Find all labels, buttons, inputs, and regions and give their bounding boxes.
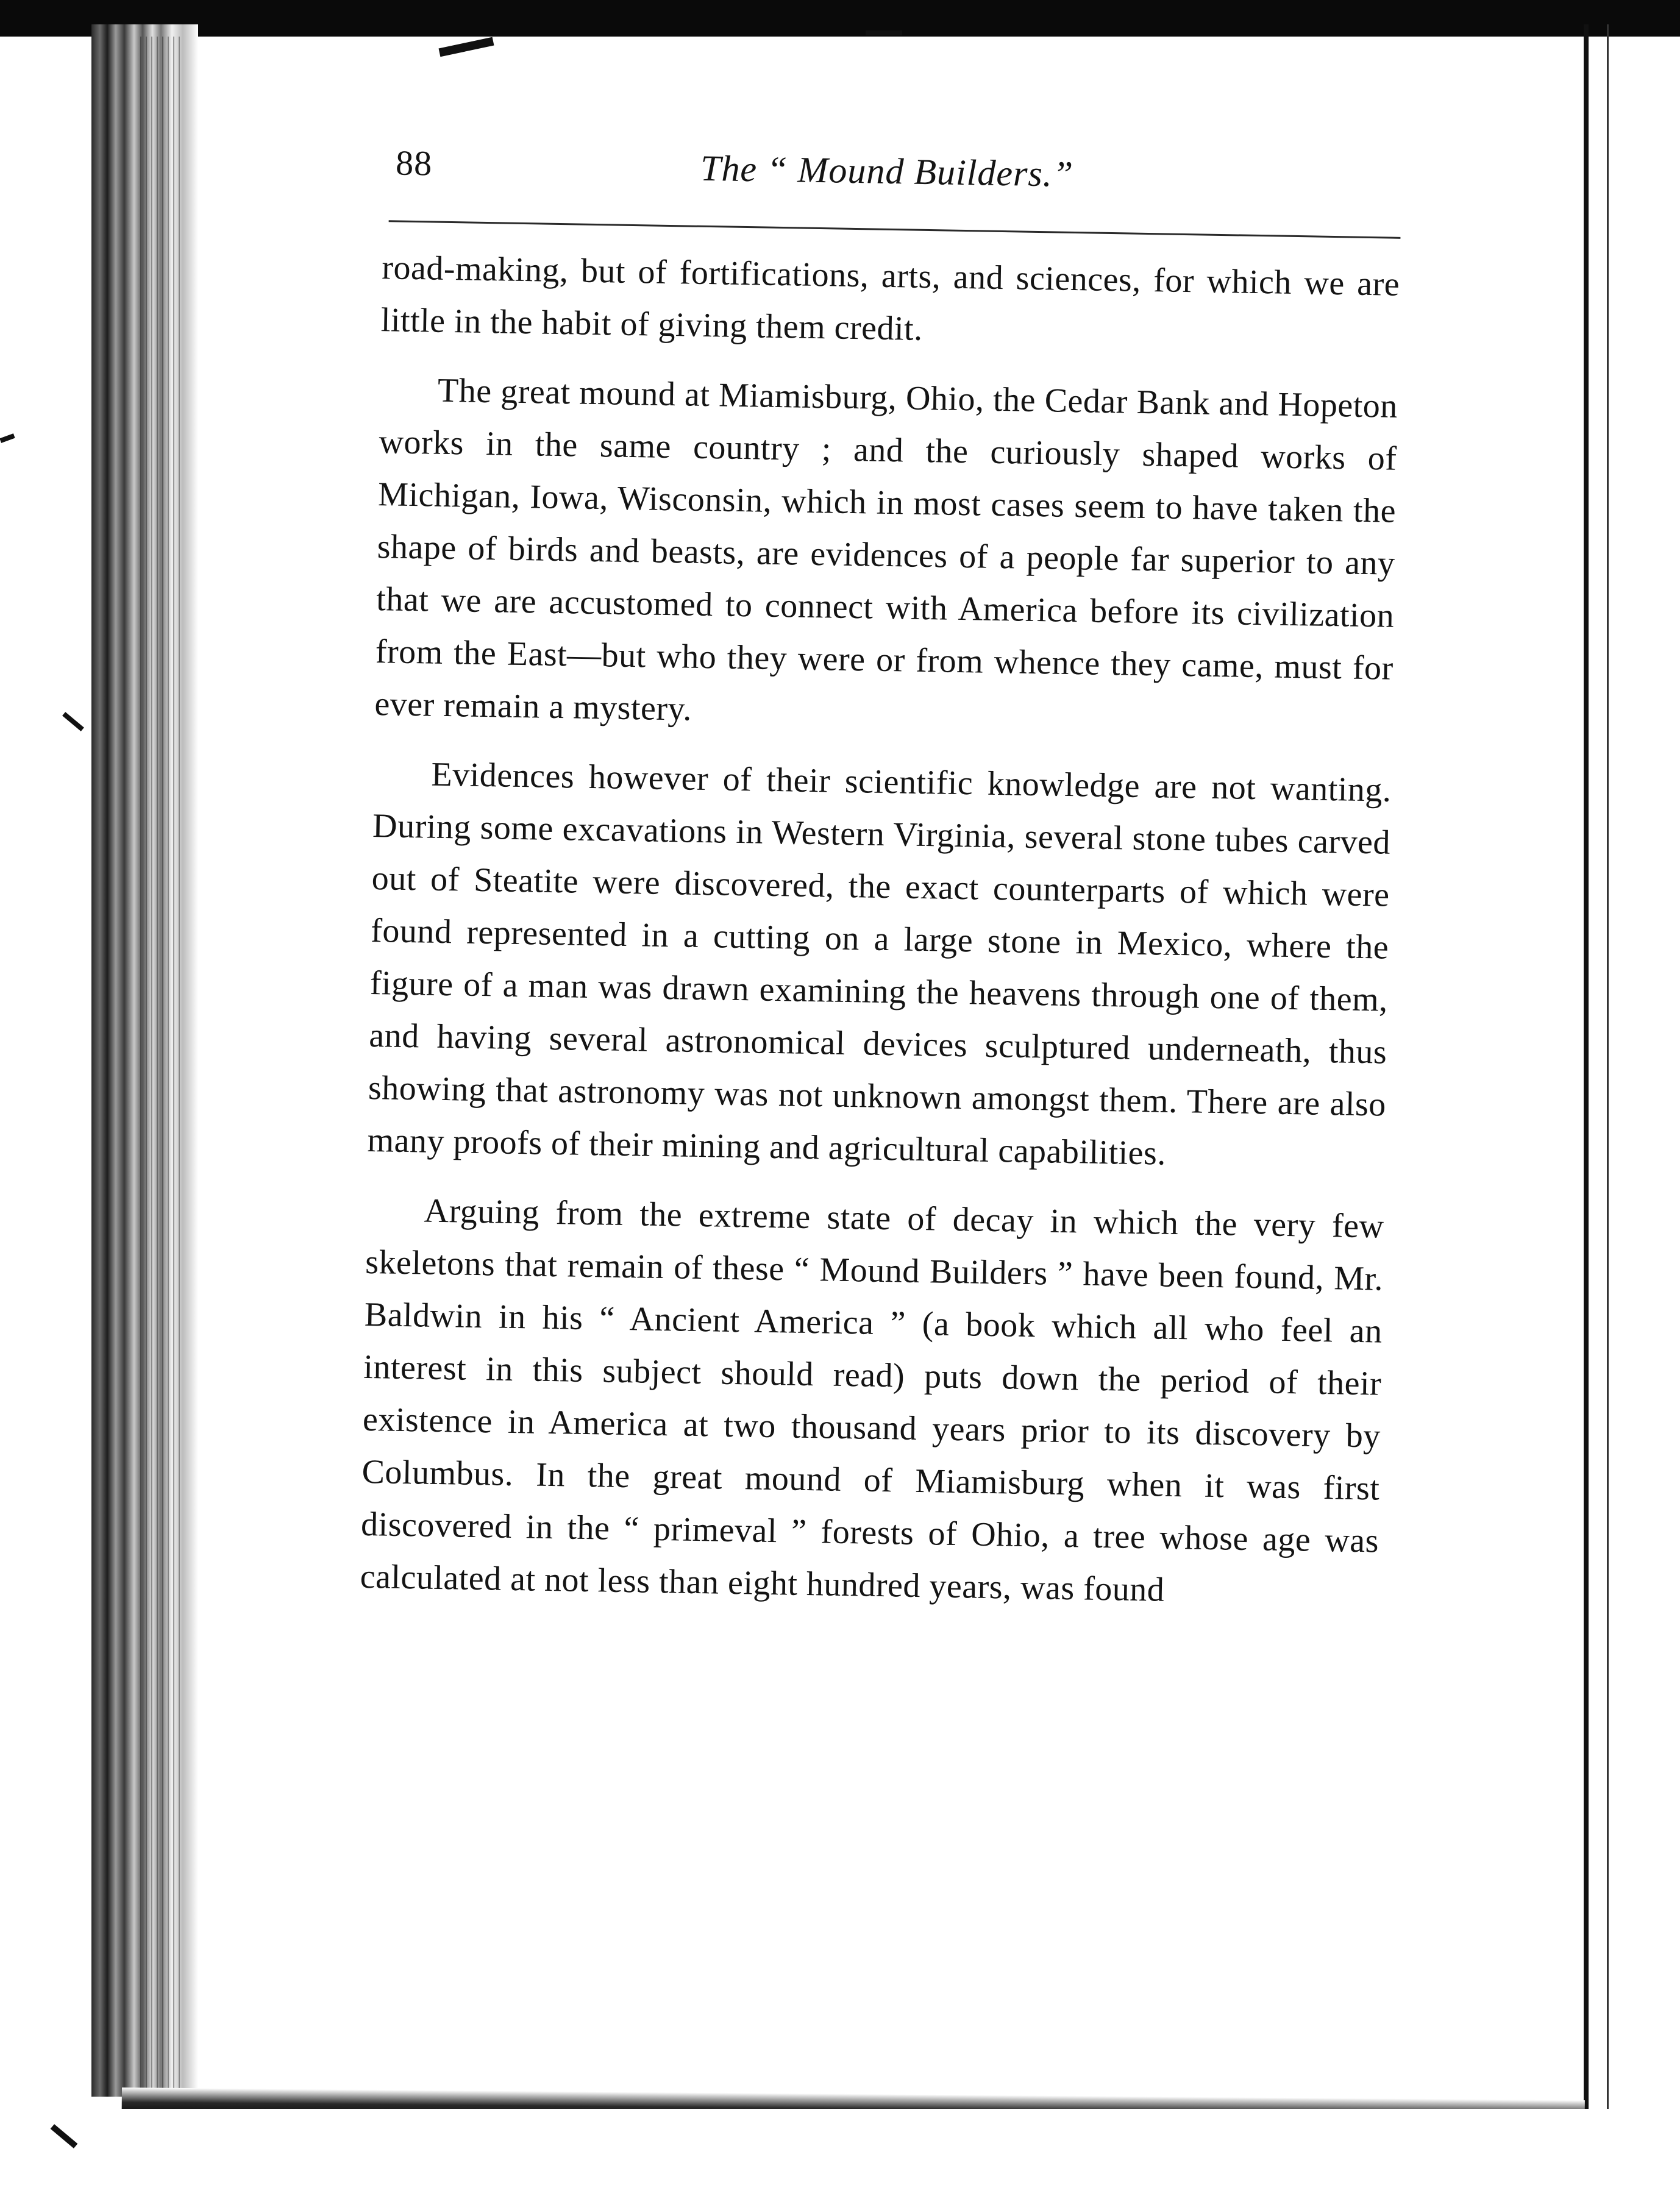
book-page [317, 134, 1414, 1620]
scanner-top-bar [0, 0, 1680, 37]
page-edge-lines [140, 37, 183, 2097]
facing-page-edge [1584, 24, 1589, 2115]
scan-mark-top-center [866, 30, 902, 35]
paragraph: Arguing from the extreme state of decay in which the very few skeletons that remain of these “ Mound Builders ” have been found, Mr. Baldwin in his “ Ancient America ” (a book which all who feel an interest in this subject should read) puts down the period of their existence in America at two thousand years prior to its discovery by Columbus. In the great mound of Miamisburg when it was first discovered in the “ primeval ” forests of Ohio, a tree whose age was calculated at not less than eight hundred years, was found [360, 1192, 1385, 1609]
page-number: 88 [395, 143, 433, 183]
running-head [340, 134, 1414, 219]
paragraph: Evidences however of their scientific knowledge are not wanting. During some excavations in Western Virginia, several stone tubes carved out of Steatite were discovered, the exact counterparts of which were found represented in a cutting on a large stone in Mexico, where the figure of a man was drawn examining the heavens through one of them, and having several astronomical devices sculptured underneath, thus showing that astronomy was not unknown amongst them. There are also many proofs of their mining and agricultural capabilities. [367, 755, 1392, 1173]
paragraph-continued: road-making, but of fortifications, arts, and sciences, for which we are little in the habit of giving them credit. [380, 249, 1400, 348]
running-title: The “ Mound Builders.” [700, 147, 1074, 194]
scan-mark-left-lower [62, 712, 84, 731]
body-text [360, 241, 1400, 1619]
facing-page-edge-secondary [1607, 24, 1609, 2115]
paragraph: The great mound at Miamisburg, Ohio, the Cedar Bank and Hopeton works in the same country ; and the curiously shaped works of Michigan, Iowa, Wisconsin, which in most cases seem to have taken the shape of birds and beasts, are evidences of a people far superior to any that we are accustomed to connect with America before its civilization from the East—but who they were or from whence they came, must for ever remain a mystery. [374, 371, 1398, 728]
scan-mark-top-left [439, 37, 494, 57]
scan-bottom-margin [0, 2109, 1680, 2210]
header-rule [389, 220, 1401, 239]
scan-mark-left [0, 433, 15, 443]
